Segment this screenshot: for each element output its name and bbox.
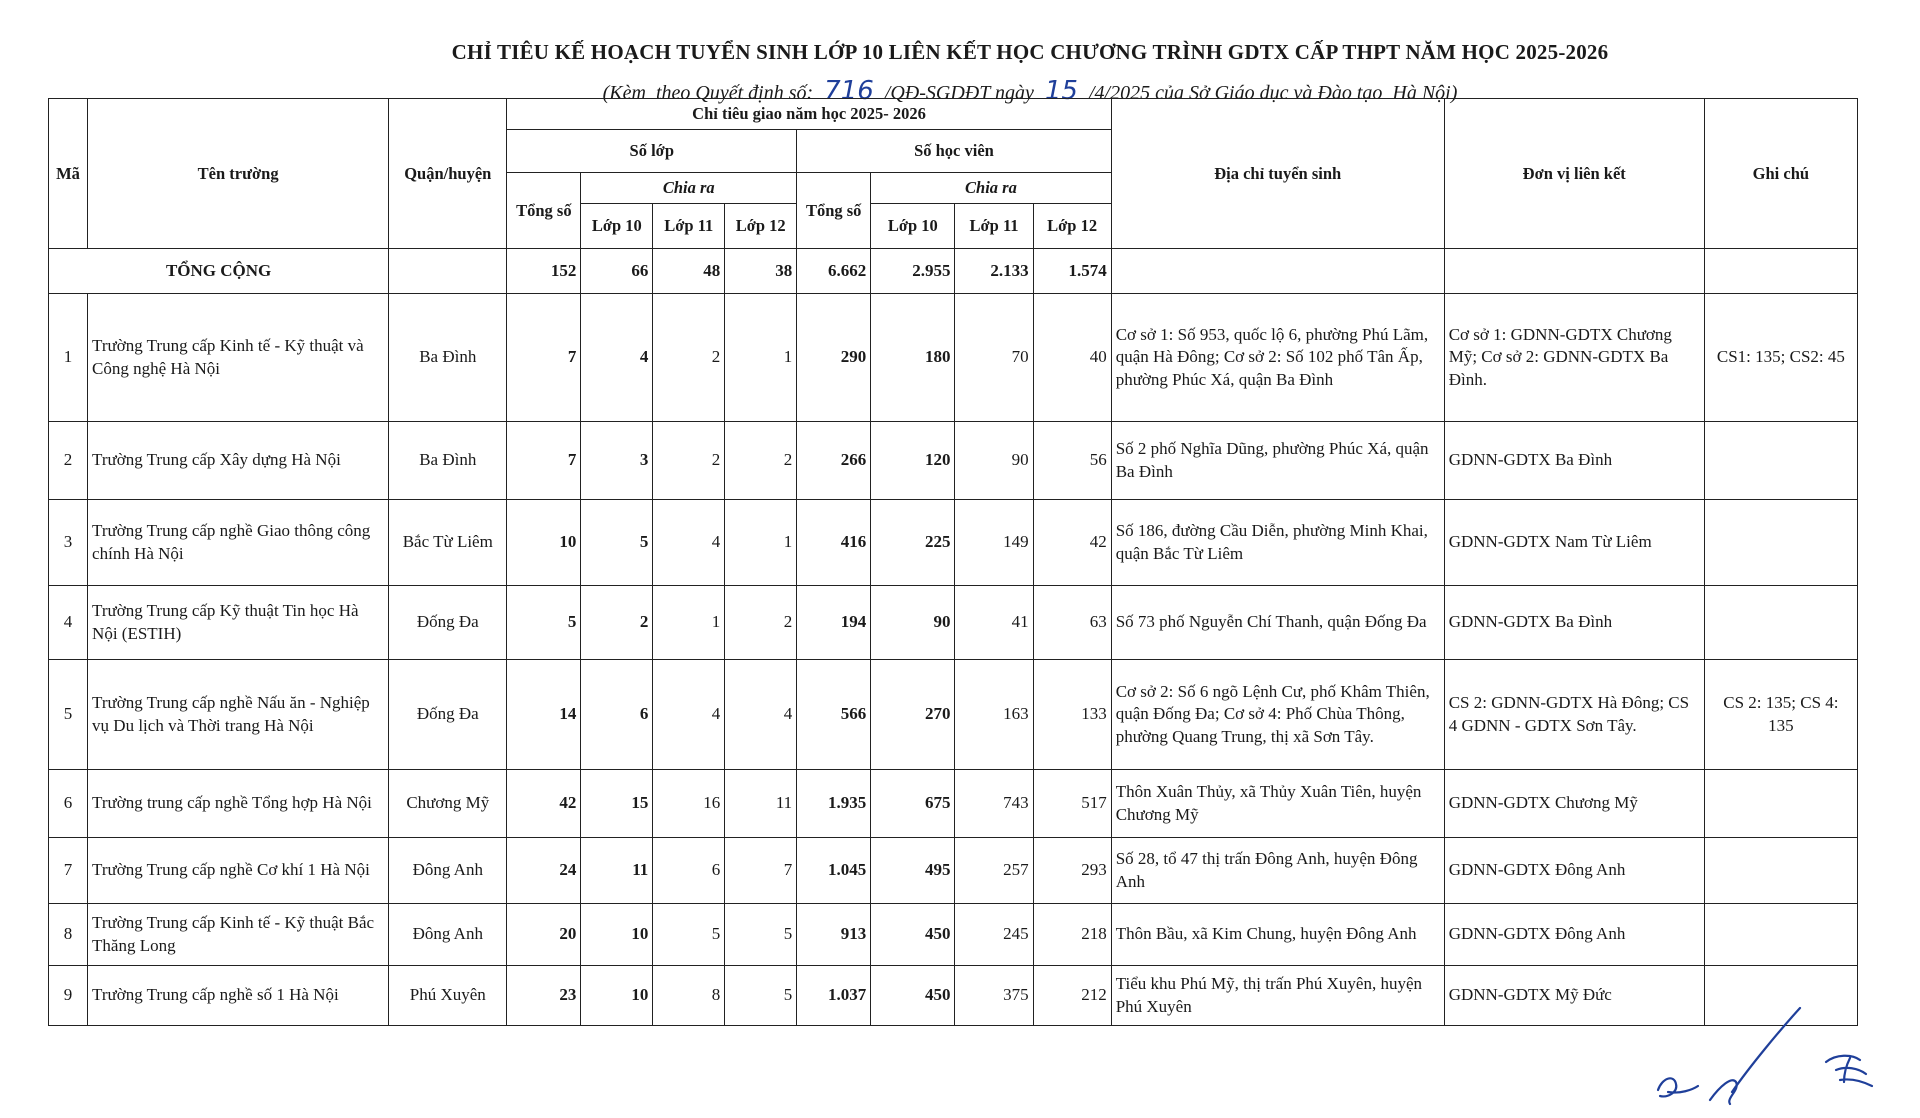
signatures [1640, 1000, 1920, 1118]
total-classes-12: 38 [725, 249, 797, 294]
row-classes-11: 4 [653, 500, 725, 586]
row-code: 9 [49, 966, 88, 1026]
row-students-10: 495 [871, 838, 955, 904]
header-classes-total: Tổng số [507, 173, 581, 249]
row-partner: Cơ sở 1: GDNN-GDTX Chương Mỹ; Cơ sở 2: GDNN-GDTX Ba Đình. [1444, 294, 1704, 422]
row-school-name: Trường Trung cấp Kinh tế - Kỹ thuật Bắc Thăng Long [88, 904, 389, 966]
row-classes-11: 16 [653, 770, 725, 838]
row-classes-10: 6 [581, 660, 653, 770]
row-school-name: Trường Trung cấp nghề Nấu ăn - Nghiệp vụ Du lịch và Thời trang Hà Nội [88, 660, 389, 770]
table-row [49, 966, 1858, 1026]
document-title: CHỈ TIÊU KẾ HOẠCH TUYỂN SINH LỚP 10 LIÊN KẾT HỌC CHƯƠNG TRÌNH GDTX CẤP THPT NĂM HỌC 2025-2026 [451, 40, 1609, 64]
total-students-10: 2.955 [871, 249, 955, 294]
row-classes-11: 6 [653, 838, 725, 904]
row-address: Tiểu khu Phú Mỹ, thị trấn Phú Xuyên, huyện Phú Xuyên [1111, 966, 1444, 1026]
row-partner: GDNN-GDTX Nam Từ Liêm [1444, 500, 1704, 586]
row-district: Đống Đa [389, 660, 507, 770]
row-school-name: Trường Trung cấp Xây dựng Hà Nội [88, 422, 389, 500]
row-school-name: Trường Trung cấp nghề Cơ khí 1 Hà Nội [88, 838, 389, 904]
row-school-name: Trường Trung cấp Kỹ thuật Tin học Hà Nội (ESTIH) [88, 586, 389, 660]
row-district: Đống Đa [389, 586, 507, 660]
header-students-total: Tổng số [797, 173, 871, 249]
row-school-name: Trường trung cấp nghề Tổng hợp Hà Nội [88, 770, 389, 838]
row-students-11: 375 [955, 966, 1033, 1026]
table-row [49, 838, 1858, 904]
table-row [49, 660, 1858, 770]
row-students-11: 163 [955, 660, 1033, 770]
row-students-12: 212 [1033, 966, 1111, 1026]
row-note [1704, 586, 1857, 660]
row-classes-12: 11 [725, 770, 797, 838]
header-students-breakdown: Chia ra [871, 173, 1112, 204]
row-partner: GDNN-GDTX Chương Mỹ [1444, 770, 1704, 838]
decision-day-handwritten: 15 [1044, 76, 1078, 106]
row-students-total: 194 [797, 586, 871, 660]
header-classes-grade-11: Lớp 11 [653, 204, 725, 249]
row-students-10: 270 [871, 660, 955, 770]
row-school-name: Trường Trung cấp nghề số 1 Hà Nội [88, 966, 389, 1026]
total-note-empty [1704, 249, 1857, 294]
row-students-12: 40 [1033, 294, 1111, 422]
total-classes-10: 66 [581, 249, 653, 294]
row-students-11: 70 [955, 294, 1033, 422]
signature-initial-1 [1658, 1078, 1698, 1096]
row-classes-12: 4 [725, 660, 797, 770]
row-code: 4 [49, 586, 88, 660]
row-classes-11: 1 [653, 586, 725, 660]
header-school-name: Tên trường [88, 99, 389, 249]
total-row [49, 249, 1858, 294]
row-school-name: Trường Trung cấp nghề Giao thông công chính Hà Nội [88, 500, 389, 586]
row-address: Cơ sở 1: Số 953, quốc lộ 6, phường Phú Lãm, quận Hà Đông; Cơ sở 2: Số 102 phố Tân Ấp, phường Phúc Xá, quận Ba Đình [1111, 294, 1444, 422]
header-address: Địa chỉ tuyển sinh [1111, 99, 1444, 249]
enrollment-table [48, 98, 1858, 1026]
row-classes-10: 5 [581, 500, 653, 586]
row-note [1704, 422, 1857, 500]
header-classes-grade-10: Lớp 10 [581, 204, 653, 249]
row-address: Số 73 phố Nguyễn Chí Thanh, quận Đống Đa [1111, 586, 1444, 660]
row-students-total: 566 [797, 660, 871, 770]
row-address: Thôn Xuân Thủy, xã Thủy Xuân Tiên, huyện Chương Mỹ [1111, 770, 1444, 838]
row-address: Cơ sở 2: Số 6 ngõ Lệnh Cư, phố Khâm Thiên, quận Đống Đa; Cơ sở 4: Phố Chùa Thông, phường Quang Trung, thị xã Sơn Tây. [1111, 660, 1444, 770]
signature-initial-3 [1826, 1056, 1872, 1086]
row-address: Thôn Bầu, xã Kim Chung, huyện Đông Anh [1111, 904, 1444, 966]
row-classes-total: 23 [507, 966, 581, 1026]
row-students-12: 56 [1033, 422, 1111, 500]
table-row [49, 294, 1858, 422]
row-students-11: 245 [955, 904, 1033, 966]
row-code: 6 [49, 770, 88, 838]
row-district: Ba Đình [389, 422, 507, 500]
row-students-total: 416 [797, 500, 871, 586]
row-district: Bắc Từ Liêm [389, 500, 507, 586]
row-classes-total: 5 [507, 586, 581, 660]
row-students-10: 180 [871, 294, 955, 422]
row-classes-10: 3 [581, 422, 653, 500]
row-classes-total: 10 [507, 500, 581, 586]
row-classes-total: 20 [507, 904, 581, 966]
row-students-12: 63 [1033, 586, 1111, 660]
row-classes-11: 4 [653, 660, 725, 770]
row-students-12: 293 [1033, 838, 1111, 904]
row-students-11: 90 [955, 422, 1033, 500]
total-district-empty [389, 249, 507, 294]
row-classes-total: 42 [507, 770, 581, 838]
row-district: Chương Mỹ [389, 770, 507, 838]
header-students-grade-11: Lớp 11 [955, 204, 1033, 249]
row-district: Đông Anh [389, 904, 507, 966]
row-code: 7 [49, 838, 88, 904]
row-note [1704, 770, 1857, 838]
header-partner: Đơn vị liên kết [1444, 99, 1704, 249]
row-partner: GDNN-GDTX Ba Đình [1444, 586, 1704, 660]
row-classes-total: 7 [507, 422, 581, 500]
row-classes-12: 5 [725, 966, 797, 1026]
table-row [49, 586, 1858, 660]
row-students-12: 42 [1033, 500, 1111, 586]
header-note: Ghi chú [1704, 99, 1857, 249]
subtitle-part-3: /4/2025 của Sở Giáo dục và Đào tạo Hà Nội) [1088, 82, 1458, 104]
row-students-10: 450 [871, 966, 955, 1026]
row-classes-12: 2 [725, 586, 797, 660]
row-district: Đông Anh [389, 838, 507, 904]
total-classes-11: 48 [653, 249, 725, 294]
row-address: Số 186, đường Cầu Diễn, phường Minh Khai, quận Bắc Từ Liêm [1111, 500, 1444, 586]
header-students-grade-10: Lớp 10 [871, 204, 955, 249]
row-classes-12: 5 [725, 904, 797, 966]
table-row [49, 500, 1858, 586]
total-address-empty [1111, 249, 1444, 294]
row-partner: GDNN-GDTX Ba Đình [1444, 422, 1704, 500]
row-classes-total: 14 [507, 660, 581, 770]
row-students-total: 913 [797, 904, 871, 966]
header-ma: Mã [49, 99, 88, 249]
row-district: Ba Đình [389, 294, 507, 422]
total-partner-empty [1444, 249, 1704, 294]
row-classes-10: 10 [581, 966, 653, 1026]
row-classes-10: 2 [581, 586, 653, 660]
row-classes-11: 2 [653, 422, 725, 500]
row-classes-10: 10 [581, 904, 653, 966]
row-note: CS 2: 135; CS 4: 135 [1704, 660, 1857, 770]
header-district: Quận/huyện [389, 99, 507, 249]
table-row [49, 770, 1858, 838]
row-partner: GDNN-GDTX Mỹ Đức [1444, 966, 1704, 1026]
total-students-11: 2.133 [955, 249, 1033, 294]
header-students: Số học viên [797, 130, 1112, 173]
row-students-12: 517 [1033, 770, 1111, 838]
row-classes-12: 1 [725, 294, 797, 422]
header-classes-breakdown: Chia ra [581, 173, 797, 204]
row-note [1704, 838, 1857, 904]
row-students-total: 290 [797, 294, 871, 422]
row-classes-12: 7 [725, 838, 797, 904]
row-address: Số 28, tổ 47 thị trấn Đông Anh, huyện Đông Anh [1111, 838, 1444, 904]
table-row [49, 422, 1858, 500]
row-classes-10: 11 [581, 838, 653, 904]
row-classes-12: 1 [725, 500, 797, 586]
row-students-total: 266 [797, 422, 871, 500]
row-students-11: 257 [955, 838, 1033, 904]
signature-initial-2 [1710, 1008, 1800, 1104]
total-students-12: 1.574 [1033, 249, 1111, 294]
row-code: 3 [49, 500, 88, 586]
row-students-10: 225 [871, 500, 955, 586]
row-note: CS1: 135; CS2: 45 [1704, 294, 1857, 422]
row-partner: GDNN-GDTX Đông Anh [1444, 838, 1704, 904]
row-students-10: 90 [871, 586, 955, 660]
total-students: 6.662 [797, 249, 871, 294]
decision-number-handwritten: 716 [824, 76, 874, 106]
row-students-total: 1.045 [797, 838, 871, 904]
row-students-total: 1.037 [797, 966, 871, 1026]
row-students-10: 675 [871, 770, 955, 838]
row-classes-11: 8 [653, 966, 725, 1026]
row-note [1704, 500, 1857, 586]
row-classes-total: 24 [507, 838, 581, 904]
row-students-11: 149 [955, 500, 1033, 586]
row-students-12: 218 [1033, 904, 1111, 966]
row-classes-total: 7 [507, 294, 581, 422]
header-students-grade-12: Lớp 12 [1033, 204, 1111, 249]
header-classes: Số lớp [507, 130, 797, 173]
row-classes-10: 15 [581, 770, 653, 838]
row-classes-10: 4 [581, 294, 653, 422]
row-code: 2 [49, 422, 88, 500]
row-students-11: 41 [955, 586, 1033, 660]
row-address: Số 2 phố Nghĩa Dũng, phường Phúc Xá, quận Ba Đình [1111, 422, 1444, 500]
row-students-10: 450 [871, 904, 955, 966]
row-school-name: Trường Trung cấp Kinh tế - Kỹ thuật và Công nghệ Hà Nội [88, 294, 389, 422]
table-row [49, 904, 1858, 966]
subtitle-part-1: (Kèm theo Quyết định số: [602, 82, 814, 104]
subtitle-part-2: /QĐ-SGDĐT ngày [884, 82, 1034, 104]
row-note [1704, 904, 1857, 966]
row-classes-11: 2 [653, 294, 725, 422]
row-code: 1 [49, 294, 88, 422]
row-classes-12: 2 [725, 422, 797, 500]
total-classes: 152 [507, 249, 581, 294]
row-students-11: 743 [955, 770, 1033, 838]
row-classes-11: 5 [653, 904, 725, 966]
header-classes-grade-12: Lớp 12 [725, 204, 797, 249]
row-partner: CS 2: GDNN-GDTX Hà Đông; CS 4 GDNN - GDTX Sơn Tây. [1444, 660, 1704, 770]
row-students-12: 133 [1033, 660, 1111, 770]
row-partner: GDNN-GDTX Đông Anh [1444, 904, 1704, 966]
row-students-total: 1.935 [797, 770, 871, 838]
header-quota: Chỉ tiêu giao năm học 2025- 2026 [507, 99, 1111, 130]
row-code: 8 [49, 904, 88, 966]
table-body [49, 249, 1858, 1026]
row-students-10: 120 [871, 422, 955, 500]
row-district: Phú Xuyên [389, 966, 507, 1026]
row-code: 5 [49, 660, 88, 770]
total-label: TỔNG CỘNG [49, 249, 389, 294]
